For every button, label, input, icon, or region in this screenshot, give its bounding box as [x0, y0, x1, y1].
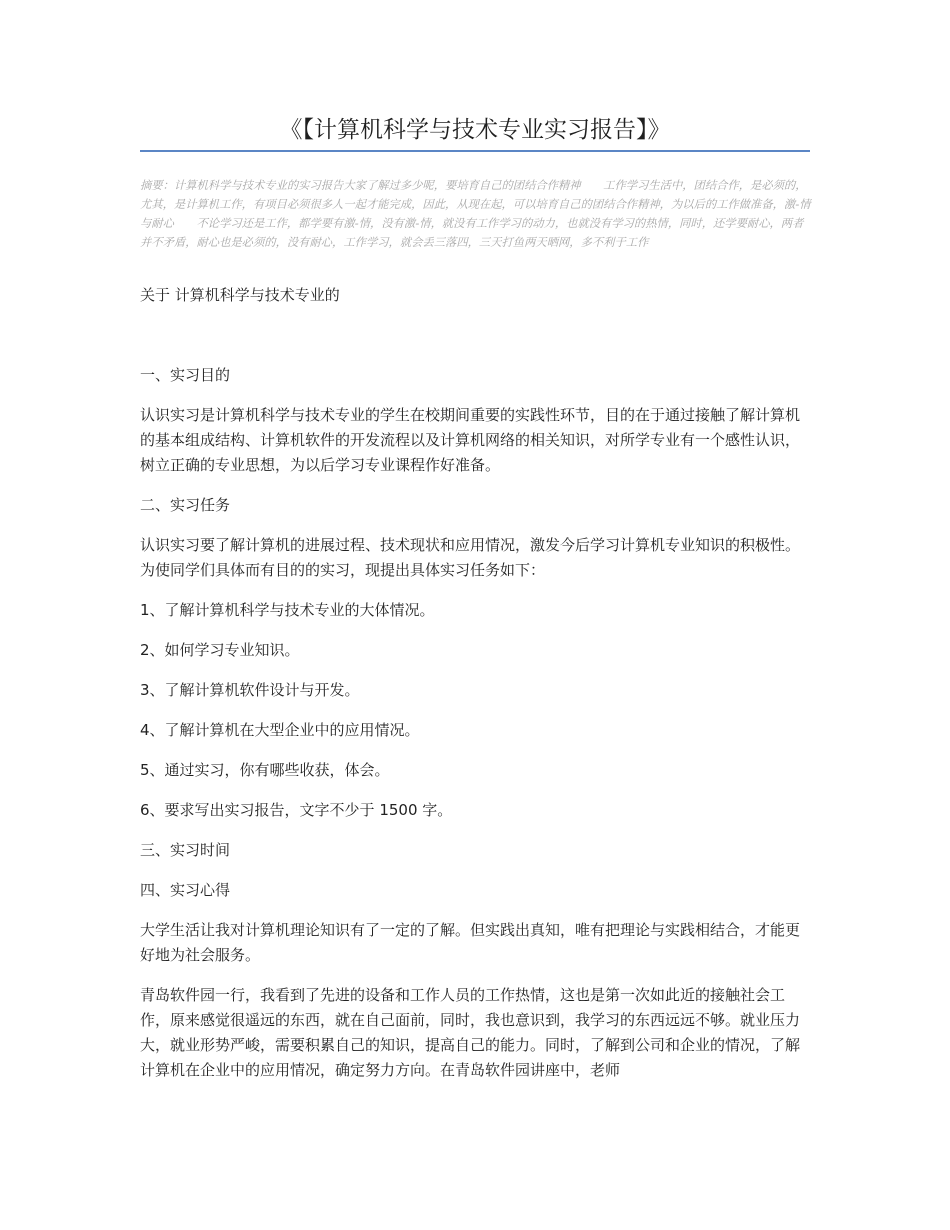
document-title: 《【计算机科学与技术专业实习报告】》	[279, 117, 671, 143]
section-heading: 三、实习时间	[140, 841, 231, 859]
document-body	[140, 283, 812, 1098]
paragraph: 青岛软件园一行，我看到了先进的设备和工作人员的工作热情，这也是第一次如此近的接触社会工作，原来感觉很遥远的东西，就在自己面前，同时，我也意识到，我学习的东西远远不够。就业压力大，就业形势严峻，需要积累自己的知识，提高自己的能力。同时，了解到公司和企业的情况，了解计算机在企业中的应用情况，确定努力方向。在青岛软件园讲座中，老师	[140, 986, 801, 1079]
title-underline	[140, 150, 810, 152]
paragraph: 认识实习是计算机科学与技术专业的学生在校期间重要的实践性环节，目的在于通过接触了解计算机的基本组成结构、计算机软件的开发流程以及计算机网络的相关知识，对所学专业有一个感性认识，树立正确的专业思想，为以后学习专业课程作好准备。	[140, 406, 801, 474]
section-heading: 四、实习心得	[140, 881, 231, 899]
paragraph: 大学生活让我对计算机理论知识有了一定的了解。但实践出真知，唯有把理论与实践相结合，才能更好地为社会服务。	[140, 921, 801, 964]
list-item: 2、如何学习专业知识。	[140, 641, 300, 659]
list-item: 4、了解计算机在大型企业中的应用情况。	[140, 721, 420, 739]
list-item: 6、要求写出实习报告，文字不少于 1500 字。	[140, 801, 453, 819]
list-item: 1、了解计算机科学与技术专业的大体情况。	[140, 601, 435, 619]
intro-line: 关于 计算机科学与技术专业的	[140, 286, 340, 304]
section-heading: 一、实习目的	[140, 366, 231, 384]
section-heading: 二、实习任务	[140, 496, 231, 514]
paragraph: 认识实习要了解计算机的进展过程、技术现状和应用情况，激发今后学习计算机专业知识的积极性。为使同学们具体而有目的的实习，现提出具体实习任务如下：	[140, 536, 801, 579]
list-item: 5、通过实习，你有哪些收获，体会。	[140, 761, 390, 779]
abstract: 摘要：计算机科学与技术专业的实习报告大家了解过多少呢，要培育自己的团结合作精神 工作学习生活中，团结合作，是必须的，尤其，是计算机工作，有项目必须很多人一起才能完成，因此，从现在起，可以培育自己的团结合作精神，为以后的工作做准备，激-情与耐心 不论学习还是工作，都学要有激-情，没有激-情，就没有工作学习的动力，也就没有学习的热情，同时，还学要耐心，两者并不矛盾，耐心也是必须的，没有耐心，工作学习，就会丢三落四，三天打鱼两天晒网，多不利于工作	[140, 179, 811, 249]
list-item: 3、了解计算机软件设计与开发。	[140, 681, 360, 699]
